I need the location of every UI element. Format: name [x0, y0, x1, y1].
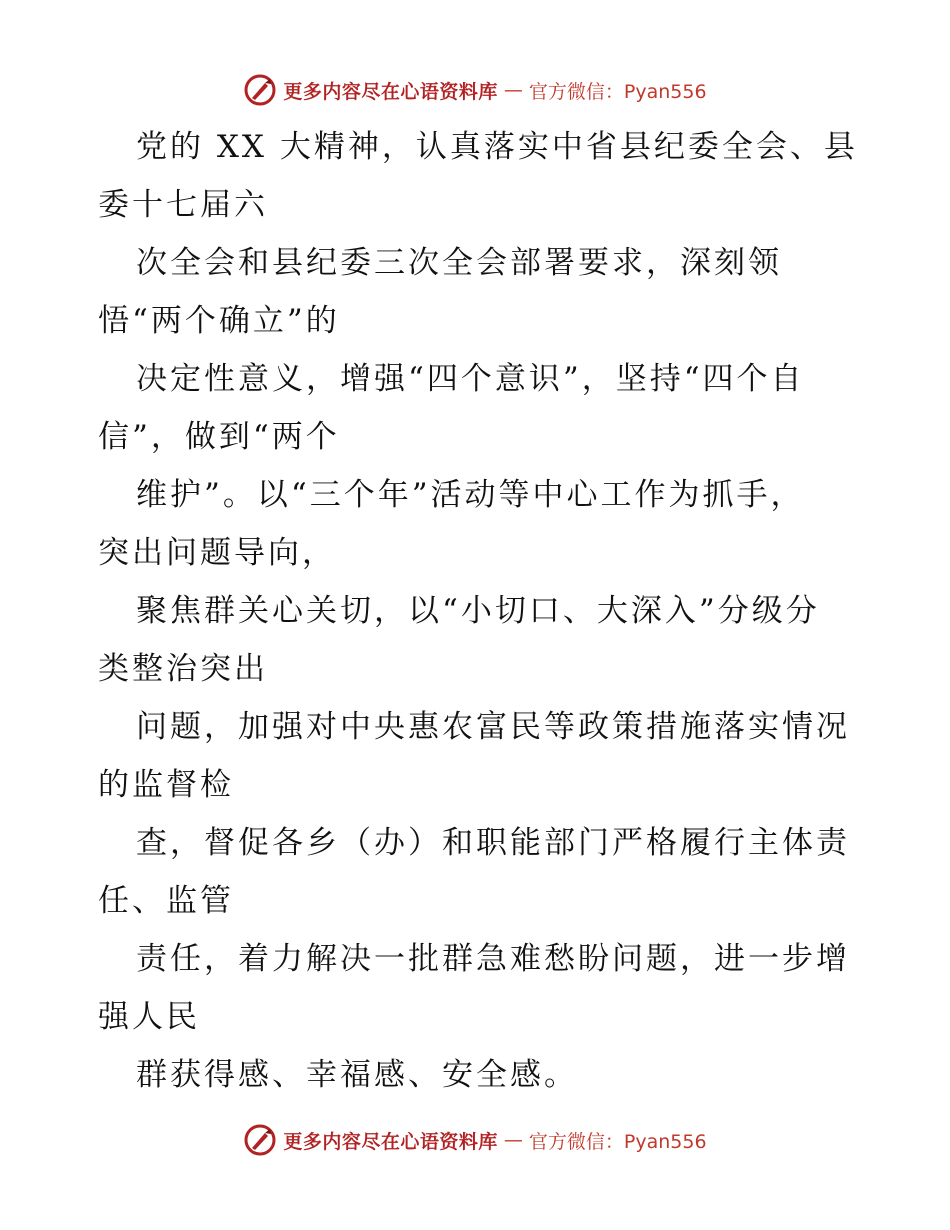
watermark-text: 更多内容尽在心语资料库: [283, 1130, 498, 1153]
watermark-dash: —: [503, 1129, 523, 1151]
watermark-contact: 官方微信：Pyan556: [528, 1130, 707, 1153]
watermark-text: 更多内容尽在心语资料库: [283, 80, 498, 103]
text-line: 查，督促各乡（办）和职能部门严格履行主体责: [136, 825, 850, 861]
quill-logo-icon: [243, 73, 277, 107]
watermark-contact: 官方微信：Pyan556: [528, 80, 707, 103]
text-line: 决定性意义，增强“四个意识”，坚持“四个自: [136, 361, 805, 397]
text-line: 群获得感、幸福感、安全感。: [136, 1057, 578, 1093]
text-line: 强人民: [98, 999, 200, 1035]
quill-logo-icon: [243, 1123, 277, 1157]
text-line: 责任，着力解决一批群急难愁盼问题，进一步增: [136, 941, 850, 977]
watermark-dash: —: [503, 79, 523, 101]
text-line: 悟“两个确立”的: [98, 303, 340, 339]
text-line: 任、监管: [98, 883, 234, 919]
header-watermark: [0, 70, 950, 110]
document-body: [98, 118, 858, 1104]
text-line: 类整治突出: [98, 651, 268, 687]
text-line: 的监督检: [98, 767, 234, 803]
footer-watermark: [0, 1120, 950, 1160]
text-line: 信”，做到“两个: [98, 419, 340, 455]
text-line: 党的 XX 大精神，认真落实中省县纪委全会、县: [136, 129, 858, 165]
text-line: 委十七届六: [98, 187, 268, 223]
text-line: 次全会和县纪委三次全会部署要求，深刻领: [136, 245, 782, 281]
text-line: 问题，加强对中央惠农富民等政策措施落实情况: [136, 709, 850, 745]
text-line: 突出问题导向，: [98, 535, 336, 571]
text-line: 聚焦群关心关切，以“小切口、大深入”分级分: [136, 593, 820, 629]
text-line: 维护”。以“三个年”活动等中心工作为抓手，: [136, 477, 805, 513]
